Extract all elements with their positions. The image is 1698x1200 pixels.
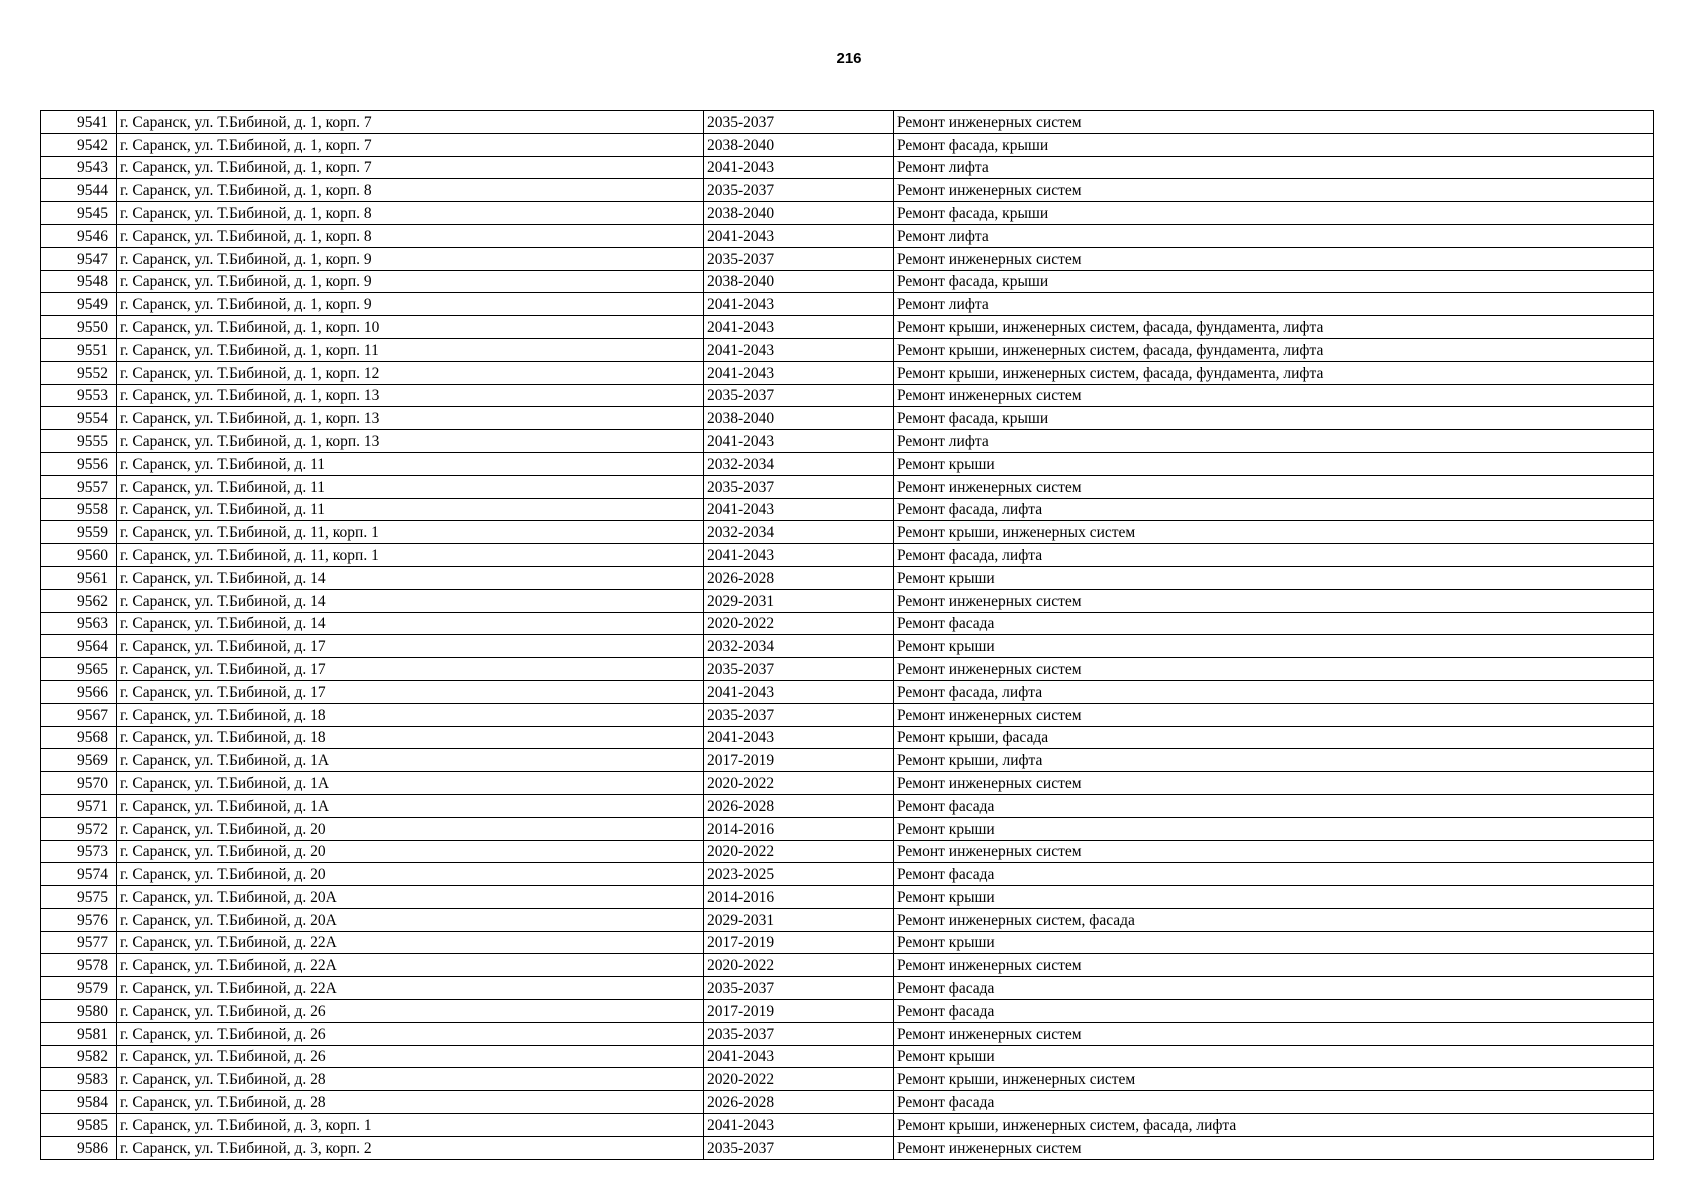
address-cell: г. Саранск, ул. Т.Бибиной, д. 1А	[117, 794, 704, 817]
work-type-cell: Ремонт инженерных систем	[894, 703, 1654, 726]
work-type-cell: Ремонт фасада	[894, 863, 1654, 886]
period-cell: 2041-2043	[704, 544, 894, 567]
work-type-cell: Ремонт лифта	[894, 224, 1654, 247]
work-type-cell: Ремонт фасада	[894, 794, 1654, 817]
row-number-cell: 9574	[41, 863, 117, 886]
table-row	[41, 680, 1654, 703]
address-cell: г. Саранск, ул. Т.Бибиной, д. 1, корп. 11	[117, 338, 704, 361]
period-cell: 2032-2034	[704, 452, 894, 475]
table-row	[41, 589, 1654, 612]
address-cell: г. Саранск, ул. Т.Бибиной, д. 11, корп. 1	[117, 521, 704, 544]
table-row	[41, 566, 1654, 589]
table-row	[41, 1045, 1654, 1068]
row-number-cell: 9551	[41, 338, 117, 361]
table-row	[41, 1114, 1654, 1137]
address-cell: г. Саранск, ул. Т.Бибиной, д. 11	[117, 452, 704, 475]
table-row	[41, 1022, 1654, 1045]
period-cell: 2035-2037	[704, 111, 894, 134]
row-number-cell: 9558	[41, 498, 117, 521]
period-cell: 2041-2043	[704, 361, 894, 384]
table-row	[41, 202, 1654, 225]
period-cell: 2020-2022	[704, 772, 894, 795]
work-type-cell: Ремонт крыши	[894, 635, 1654, 658]
period-cell: 2038-2040	[704, 202, 894, 225]
address-cell: г. Саранск, ул. Т.Бибиной, д. 18	[117, 726, 704, 749]
row-number-cell: 9562	[41, 589, 117, 612]
period-cell: 2020-2022	[704, 612, 894, 635]
row-number-cell: 9561	[41, 566, 117, 589]
address-cell: г. Саранск, ул. Т.Бибиной, д. 3, корп. 1	[117, 1114, 704, 1137]
table-row	[41, 338, 1654, 361]
table-row	[41, 840, 1654, 863]
work-type-cell: Ремонт фасада	[894, 977, 1654, 1000]
table-row	[41, 293, 1654, 316]
row-number-cell: 9570	[41, 772, 117, 795]
row-number-cell: 9560	[41, 544, 117, 567]
address-cell: г. Саранск, ул. Т.Бибиной, д. 1, корп. 8	[117, 224, 704, 247]
work-type-cell: Ремонт крыши, инженерных систем, фасада, фундамента, лифта	[894, 338, 1654, 361]
row-number-cell: 9552	[41, 361, 117, 384]
work-type-cell: Ремонт фасада, крыши	[894, 407, 1654, 430]
work-type-cell: Ремонт инженерных систем	[894, 840, 1654, 863]
table-row	[41, 772, 1654, 795]
row-number-cell: 9568	[41, 726, 117, 749]
table-row	[41, 384, 1654, 407]
row-number-cell: 9583	[41, 1068, 117, 1091]
period-cell: 2041-2043	[704, 430, 894, 453]
address-cell: г. Саранск, ул. Т.Бибиной, д. 20	[117, 840, 704, 863]
row-number-cell: 9569	[41, 749, 117, 772]
row-number-cell: 9575	[41, 886, 117, 909]
address-cell: г. Саранск, ул. Т.Бибиной, д. 1, корп. 7	[117, 111, 704, 134]
address-cell: г. Саранск, ул. Т.Бибиной, д. 17	[117, 635, 704, 658]
table-row	[41, 111, 1654, 134]
row-number-cell: 9571	[41, 794, 117, 817]
row-number-cell: 9543	[41, 156, 117, 179]
table-row	[41, 1068, 1654, 1091]
address-cell: г. Саранск, ул. Т.Бибиной, д. 1А	[117, 749, 704, 772]
address-cell: г. Саранск, ул. Т.Бибиной, д. 14	[117, 612, 704, 635]
address-cell: г. Саранск, ул. Т.Бибиной, д. 1, корп. 12	[117, 361, 704, 384]
address-cell: г. Саранск, ул. Т.Бибиной, д. 1, корп. 9	[117, 293, 704, 316]
address-cell: г. Саранск, ул. Т.Бибиной, д. 1, корп. 8	[117, 179, 704, 202]
period-cell: 2041-2043	[704, 1045, 894, 1068]
row-number-cell: 9542	[41, 133, 117, 156]
address-cell: г. Саранск, ул. Т.Бибиной, д. 22А	[117, 931, 704, 954]
address-cell: г. Саранск, ул. Т.Бибиной, д. 1, корп. 7	[117, 156, 704, 179]
address-cell: г. Саранск, ул. Т.Бибиной, д. 1, корп. 9	[117, 247, 704, 270]
table-row	[41, 1136, 1654, 1159]
row-number-cell: 9546	[41, 224, 117, 247]
work-type-cell: Ремонт фасада, лифта	[894, 544, 1654, 567]
period-cell: 2023-2025	[704, 863, 894, 886]
table-row	[41, 1091, 1654, 1114]
address-cell: г. Саранск, ул. Т.Бибиной, д. 11	[117, 498, 704, 521]
address-cell: г. Саранск, ул. Т.Бибиной, д. 17	[117, 658, 704, 681]
work-type-cell: Ремонт крыши, инженерных систем, фасада, фундамента, лифта	[894, 316, 1654, 339]
work-type-cell: Ремонт инженерных систем	[894, 179, 1654, 202]
address-cell: г. Саранск, ул. Т.Бибиной, д. 1, корп. 9	[117, 270, 704, 293]
table-row	[41, 430, 1654, 453]
table-row	[41, 316, 1654, 339]
work-type-cell: Ремонт крыши	[894, 566, 1654, 589]
work-type-cell: Ремонт крыши, фасада	[894, 726, 1654, 749]
period-cell: 2014-2016	[704, 817, 894, 840]
row-number-cell: 9579	[41, 977, 117, 1000]
row-number-cell: 9565	[41, 658, 117, 681]
row-number-cell: 9566	[41, 680, 117, 703]
address-cell: г. Саранск, ул. Т.Бибиной, д. 1, корп. 13	[117, 384, 704, 407]
address-cell: г. Саранск, ул. Т.Бибиной, д. 26	[117, 1045, 704, 1068]
row-number-cell: 9541	[41, 111, 117, 134]
address-cell: г. Саранск, ул. Т.Бибиной, д. 22А	[117, 977, 704, 1000]
work-type-cell: Ремонт лифта	[894, 430, 1654, 453]
period-cell: 2029-2031	[704, 908, 894, 931]
period-cell: 2041-2043	[704, 680, 894, 703]
table-row	[41, 270, 1654, 293]
address-cell: г. Саранск, ул. Т.Бибиной, д. 20А	[117, 908, 704, 931]
period-cell: 2041-2043	[704, 338, 894, 361]
work-type-cell: Ремонт фасада, крыши	[894, 133, 1654, 156]
address-cell: г. Саранск, ул. Т.Бибиной, д. 20	[117, 817, 704, 840]
work-type-cell: Ремонт инженерных систем	[894, 954, 1654, 977]
address-cell: г. Саранск, ул. Т.Бибиной, д. 11, корп. 1	[117, 544, 704, 567]
row-number-cell: 9578	[41, 954, 117, 977]
address-cell: г. Саранск, ул. Т.Бибиной, д. 1А	[117, 772, 704, 795]
table-row	[41, 726, 1654, 749]
row-number-cell: 9555	[41, 430, 117, 453]
address-cell: г. Саранск, ул. Т.Бибиной, д. 14	[117, 566, 704, 589]
period-cell: 2014-2016	[704, 886, 894, 909]
address-cell: г. Саранск, ул. Т.Бибиной, д. 3, корп. 2	[117, 1136, 704, 1159]
row-number-cell: 9553	[41, 384, 117, 407]
work-type-cell: Ремонт инженерных систем	[894, 475, 1654, 498]
work-type-cell: Ремонт крыши	[894, 931, 1654, 954]
work-type-cell: Ремонт лифта	[894, 293, 1654, 316]
address-cell: г. Саранск, ул. Т.Бибиной, д. 22А	[117, 954, 704, 977]
work-type-cell: Ремонт крыши	[894, 817, 1654, 840]
row-number-cell: 9581	[41, 1022, 117, 1045]
period-cell: 2017-2019	[704, 931, 894, 954]
row-number-cell: 9557	[41, 475, 117, 498]
row-number-cell: 9586	[41, 1136, 117, 1159]
period-cell: 2020-2022	[704, 1068, 894, 1091]
table-row	[41, 361, 1654, 384]
table-row	[41, 863, 1654, 886]
period-cell: 2020-2022	[704, 840, 894, 863]
work-type-cell: Ремонт инженерных систем	[894, 589, 1654, 612]
period-cell: 2032-2034	[704, 635, 894, 658]
period-cell: 2017-2019	[704, 1000, 894, 1023]
work-type-cell: Ремонт крыши	[894, 452, 1654, 475]
period-cell: 2035-2037	[704, 977, 894, 1000]
table-row	[41, 612, 1654, 635]
address-cell: г. Саранск, ул. Т.Бибиной, д. 11	[117, 475, 704, 498]
table-row	[41, 498, 1654, 521]
work-type-cell: Ремонт лифта	[894, 156, 1654, 179]
address-cell: г. Саранск, ул. Т.Бибиной, д. 1, корп. 10	[117, 316, 704, 339]
work-type-cell: Ремонт крыши, инженерных систем, фасада, лифта	[894, 1114, 1654, 1137]
period-cell: 2035-2037	[704, 179, 894, 202]
work-type-cell: Ремонт инженерных систем, фасада	[894, 908, 1654, 931]
period-cell: 2041-2043	[704, 498, 894, 521]
table-row	[41, 886, 1654, 909]
address-cell: г. Саранск, ул. Т.Бибиной, д. 28	[117, 1068, 704, 1091]
work-type-cell: Ремонт инженерных систем	[894, 1136, 1654, 1159]
period-cell: 2041-2043	[704, 156, 894, 179]
work-type-cell: Ремонт крыши	[894, 886, 1654, 909]
registry-table	[40, 110, 1654, 1160]
work-type-cell: Ремонт инженерных систем	[894, 247, 1654, 270]
work-type-cell: Ремонт крыши, инженерных систем	[894, 1068, 1654, 1091]
table-row	[41, 224, 1654, 247]
work-type-cell: Ремонт инженерных систем	[894, 772, 1654, 795]
period-cell: 2032-2034	[704, 521, 894, 544]
period-cell: 2041-2043	[704, 293, 894, 316]
table-row	[41, 452, 1654, 475]
row-number-cell: 9577	[41, 931, 117, 954]
row-number-cell: 9559	[41, 521, 117, 544]
row-number-cell: 9544	[41, 179, 117, 202]
row-number-cell: 9556	[41, 452, 117, 475]
address-cell: г. Саранск, ул. Т.Бибиной, д. 18	[117, 703, 704, 726]
table-row	[41, 133, 1654, 156]
row-number-cell: 9572	[41, 817, 117, 840]
row-number-cell: 9564	[41, 635, 117, 658]
address-cell: г. Саранск, ул. Т.Бибиной, д. 20	[117, 863, 704, 886]
work-type-cell: Ремонт инженерных систем	[894, 384, 1654, 407]
row-number-cell: 9550	[41, 316, 117, 339]
address-cell: г. Саранск, ул. Т.Бибиной, д. 1, корп. 8	[117, 202, 704, 225]
period-cell: 2026-2028	[704, 794, 894, 817]
period-cell: 2035-2037	[704, 384, 894, 407]
address-cell: г. Саранск, ул. Т.Бибиной, д. 20А	[117, 886, 704, 909]
table-row	[41, 703, 1654, 726]
work-type-cell: Ремонт фасада	[894, 612, 1654, 635]
period-cell: 2041-2043	[704, 316, 894, 339]
row-number-cell: 9580	[41, 1000, 117, 1023]
row-number-cell: 9585	[41, 1114, 117, 1137]
period-cell: 2035-2037	[704, 703, 894, 726]
table-row	[41, 954, 1654, 977]
work-type-cell: Ремонт фасада, крыши	[894, 202, 1654, 225]
table-row	[41, 544, 1654, 567]
address-cell: г. Саранск, ул. Т.Бибиной, д. 26	[117, 1000, 704, 1023]
work-type-cell: Ремонт фасада, лифта	[894, 680, 1654, 703]
table-row	[41, 1000, 1654, 1023]
row-number-cell: 9582	[41, 1045, 117, 1068]
work-type-cell: Ремонт инженерных систем	[894, 111, 1654, 134]
table-row	[41, 977, 1654, 1000]
row-number-cell: 9563	[41, 612, 117, 635]
address-cell: г. Саранск, ул. Т.Бибиной, д. 1, корп. 13	[117, 430, 704, 453]
period-cell: 2020-2022	[704, 954, 894, 977]
row-number-cell: 9547	[41, 247, 117, 270]
row-number-cell: 9554	[41, 407, 117, 430]
table-row	[41, 749, 1654, 772]
period-cell: 2041-2043	[704, 1114, 894, 1137]
period-cell: 2035-2037	[704, 475, 894, 498]
period-cell: 2017-2019	[704, 749, 894, 772]
work-type-cell: Ремонт крыши, инженерных систем, фасада, фундамента, лифта	[894, 361, 1654, 384]
period-cell: 2038-2040	[704, 407, 894, 430]
address-cell: г. Саранск, ул. Т.Бибиной, д. 14	[117, 589, 704, 612]
address-cell: г. Саранск, ул. Т.Бибиной, д. 17	[117, 680, 704, 703]
period-cell: 2035-2037	[704, 658, 894, 681]
row-number-cell: 9584	[41, 1091, 117, 1114]
period-cell: 2038-2040	[704, 133, 894, 156]
work-type-cell: Ремонт инженерных систем	[894, 658, 1654, 681]
table-row	[41, 407, 1654, 430]
period-cell: 2035-2037	[704, 1136, 894, 1159]
work-type-cell: Ремонт крыши	[894, 1045, 1654, 1068]
table-row	[41, 247, 1654, 270]
table-row	[41, 658, 1654, 681]
row-number-cell: 9573	[41, 840, 117, 863]
work-type-cell: Ремонт крыши, лифта	[894, 749, 1654, 772]
address-cell: г. Саранск, ул. Т.Бибиной, д. 1, корп. 13	[117, 407, 704, 430]
work-type-cell: Ремонт фасада	[894, 1000, 1654, 1023]
period-cell: 2035-2037	[704, 247, 894, 270]
row-number-cell: 9545	[41, 202, 117, 225]
table-row	[41, 635, 1654, 658]
table-row	[41, 179, 1654, 202]
period-cell: 2029-2031	[704, 589, 894, 612]
table-row	[41, 475, 1654, 498]
table-row	[41, 521, 1654, 544]
work-type-cell: Ремонт фасада, крыши	[894, 270, 1654, 293]
table-row	[41, 817, 1654, 840]
table-row	[41, 908, 1654, 931]
row-number-cell: 9548	[41, 270, 117, 293]
work-type-cell: Ремонт фасада, лифта	[894, 498, 1654, 521]
period-cell: 2041-2043	[704, 726, 894, 749]
period-cell: 2026-2028	[704, 566, 894, 589]
work-type-cell: Ремонт инженерных систем	[894, 1022, 1654, 1045]
row-number-cell: 9549	[41, 293, 117, 316]
row-number-cell: 9576	[41, 908, 117, 931]
period-cell: 2038-2040	[704, 270, 894, 293]
page-number: 216	[836, 50, 862, 67]
address-cell: г. Саранск, ул. Т.Бибиной, д. 1, корп. 7	[117, 133, 704, 156]
registry-table-body	[41, 111, 1654, 1160]
table-row	[41, 794, 1654, 817]
address-cell: г. Саранск, ул. Т.Бибиной, д. 26	[117, 1022, 704, 1045]
work-type-cell: Ремонт крыши, инженерных систем	[894, 521, 1654, 544]
work-type-cell: Ремонт фасада	[894, 1091, 1654, 1114]
address-cell: г. Саранск, ул. Т.Бибиной, д. 28	[117, 1091, 704, 1114]
table-row	[41, 156, 1654, 179]
table-row	[41, 931, 1654, 954]
period-cell: 2035-2037	[704, 1022, 894, 1045]
period-cell: 2041-2043	[704, 224, 894, 247]
period-cell: 2026-2028	[704, 1091, 894, 1114]
row-number-cell: 9567	[41, 703, 117, 726]
